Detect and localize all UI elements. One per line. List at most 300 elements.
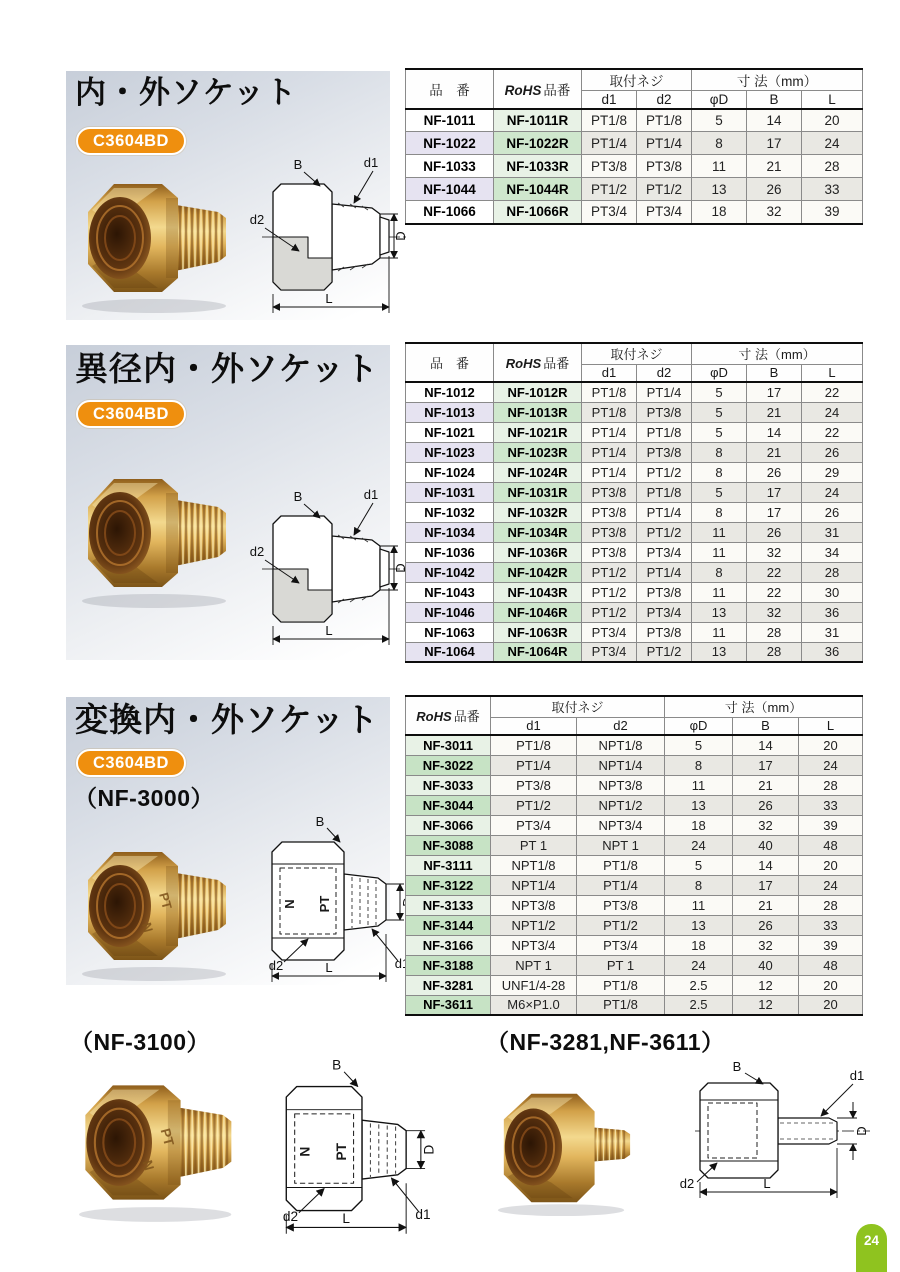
table-header <box>406 696 863 735</box>
table-cell: PT1/8 <box>637 482 692 502</box>
table-cell: 5 <box>692 382 747 402</box>
table-cell: PT3/4 <box>637 542 692 562</box>
col-header-mount-thread: 取付ネジ <box>491 696 665 717</box>
table-cell: 5 <box>665 855 733 875</box>
product-photo-socket-4 <box>62 1060 242 1224</box>
table-cell: PT 1 <box>577 955 665 975</box>
col-header-dimensions: 寸 法（mm） <box>692 69 863 91</box>
section-title-2: 異径内・外ソケット <box>75 350 380 387</box>
table-cell: NF-1044R <box>494 178 582 201</box>
table-cell: NF-1046R <box>494 602 582 622</box>
table-row <box>406 875 863 895</box>
table-cell: 24 <box>802 132 863 155</box>
table-cell: NF-1042R <box>494 562 582 582</box>
table-cell: 28 <box>747 642 802 662</box>
table-cell: 22 <box>747 562 802 582</box>
table-cell: NF-1021R <box>494 422 582 442</box>
section-title-1: 内・外ソケット <box>75 75 298 110</box>
table-cell: NF-1066R <box>494 201 582 224</box>
table-cell: 5 <box>692 109 747 132</box>
table-cell: NF-1046 <box>406 602 494 622</box>
table-cell: 36 <box>802 602 863 622</box>
table-row <box>406 895 863 915</box>
table-cell: 33 <box>799 915 863 935</box>
table-cell: M6×P1.0 <box>491 995 577 1015</box>
table-cell: PT1/2 <box>582 562 637 582</box>
dimension-diagram-3 <box>230 812 420 987</box>
table-cell: 8 <box>665 755 733 775</box>
table-cell: NF-1024R <box>494 462 582 482</box>
table-cell: 28 <box>799 895 863 915</box>
table-row <box>406 995 863 1015</box>
table-cell: PT3/8 <box>582 482 637 502</box>
table-cell: 14 <box>733 855 799 875</box>
table-cell: NF-3133 <box>406 895 491 915</box>
table-cell: 17 <box>733 875 799 895</box>
col-header-d2: d2 <box>577 717 665 735</box>
table-cell: 8 <box>692 462 747 482</box>
table-cell: PT3/8 <box>637 582 692 602</box>
table-cell: NF-1032 <box>406 502 494 522</box>
table-row <box>406 562 863 582</box>
rohs-suffix: 品番 <box>543 356 570 371</box>
table-row <box>406 442 863 462</box>
table-row <box>406 855 863 875</box>
table-cell: 28 <box>747 622 802 642</box>
table-cell: NPT1/4 <box>491 875 577 895</box>
table-cell: PT1/2 <box>582 178 637 201</box>
table-cell: 39 <box>799 935 863 955</box>
rohs-suffix: 品番 <box>453 709 480 724</box>
table-cell: NF-1066 <box>406 201 494 224</box>
table-cell: 32 <box>733 815 799 835</box>
table-cell: 12 <box>733 995 799 1015</box>
table-cell: 32 <box>733 935 799 955</box>
table-cell: PT1/8 <box>582 109 637 132</box>
table-cell: PT1/4 <box>582 132 637 155</box>
table-cell: NF-1012 <box>406 382 494 402</box>
table-cell: 33 <box>799 795 863 815</box>
table-row <box>406 735 863 755</box>
table-row <box>406 975 863 995</box>
table-cell: 14 <box>733 735 799 755</box>
table-cell: PT3/4 <box>637 602 692 622</box>
table-cell: 11 <box>692 522 747 542</box>
table-cell: PT 1 <box>491 835 577 855</box>
material-badge-label: C3604BD <box>76 400 186 428</box>
table-cell: PT3/8 <box>637 442 692 462</box>
table-cell: NPT3/8 <box>491 895 577 915</box>
table-cell: NF-3281 <box>406 975 491 995</box>
table-cell: PT1/2 <box>577 915 665 935</box>
table-cell: NF-3111 <box>406 855 491 875</box>
material-badge-1 <box>76 127 186 155</box>
table-row <box>406 502 863 522</box>
table-cell: 17 <box>733 755 799 775</box>
products-table-1 <box>405 68 863 225</box>
table-cell: 11 <box>665 895 733 915</box>
material-badge-label: C3604BD <box>76 127 186 155</box>
table-cell: NF-1063R <box>494 622 582 642</box>
table-cell: NF-1013R <box>494 402 582 422</box>
table-cell: NF-1011R <box>494 109 582 132</box>
dimension-diagram-1 <box>228 154 413 322</box>
table-cell: 13 <box>692 642 747 662</box>
table-cell: NF-1031 <box>406 482 494 502</box>
table-cell: NF-3188 <box>406 955 491 975</box>
table-row <box>406 795 863 815</box>
table-cell: 24 <box>799 755 863 775</box>
variant-label-nf3281-nf3611: （NF-3281,NF-3611） <box>486 1029 725 1055</box>
table-cell: 18 <box>665 815 733 835</box>
table-cell: 33 <box>802 178 863 201</box>
table-cell: 22 <box>802 382 863 402</box>
col-header-L: L <box>802 91 863 109</box>
table-cell: PT3/8 <box>637 622 692 642</box>
table-cell: PT1/8 <box>637 422 692 442</box>
table-cell: PT1/8 <box>577 975 665 995</box>
table-header <box>406 343 863 382</box>
col-header-d1: d1 <box>491 717 577 735</box>
table-cell: 24 <box>665 835 733 855</box>
table-cell: NF-1034R <box>494 522 582 542</box>
col-header-d2: d2 <box>637 364 692 382</box>
col-header-hinban: 品 番 <box>406 69 494 109</box>
table-cell: PT1/8 <box>582 402 637 422</box>
table-cell: 21 <box>733 775 799 795</box>
table-cell: 48 <box>799 955 863 975</box>
rohs-word: RoHS <box>416 709 452 724</box>
table-cell: NF-1042 <box>406 562 494 582</box>
table-cell: 17 <box>747 382 802 402</box>
table-cell: NF-3066 <box>406 815 491 835</box>
table-cell: PT3/8 <box>637 402 692 422</box>
table-cell: NPT3/4 <box>577 815 665 835</box>
table-cell: NF-1011 <box>406 109 494 132</box>
table-cell: PT1/8 <box>577 855 665 875</box>
table-cell: NPT1/8 <box>577 735 665 755</box>
table-cell: PT1/2 <box>637 462 692 482</box>
table-cell: PT1/2 <box>582 582 637 602</box>
table-cell: 26 <box>747 178 802 201</box>
dimension-diagram-4 <box>242 1055 442 1239</box>
table-cell: PT1/8 <box>577 995 665 1015</box>
table-cell: NF-1022R <box>494 132 582 155</box>
table-header <box>406 69 863 109</box>
table-cell: 22 <box>747 582 802 602</box>
table-cell: NPT 1 <box>577 835 665 855</box>
table-cell: 13 <box>665 915 733 935</box>
table-cell: PT1/2 <box>637 642 692 662</box>
table-cell: 40 <box>733 835 799 855</box>
dimension-diagram-5 <box>645 1058 880 1203</box>
table-cell: 31 <box>802 622 863 642</box>
table-cell: 20 <box>799 975 863 995</box>
material-badge-2 <box>76 400 186 428</box>
table-cell: PT1/2 <box>637 178 692 201</box>
col-header-d1: d1 <box>582 91 637 109</box>
table-cell: NPT1/4 <box>577 755 665 775</box>
table-cell: NF-1022 <box>406 132 494 155</box>
table-cell: 5 <box>692 422 747 442</box>
col-header-dimensions: 寸 法（mm） <box>692 343 863 364</box>
section-title-3: 変換内・外ソケット <box>75 701 380 738</box>
table-cell: PT1/2 <box>582 602 637 622</box>
table-cell: 48 <box>799 835 863 855</box>
col-header-mount-thread: 取付ネジ <box>582 69 692 91</box>
table-cell: NF-3166 <box>406 935 491 955</box>
table-cell: 14 <box>747 109 802 132</box>
table-cell: 5 <box>692 482 747 502</box>
table-cell: PT1/2 <box>637 522 692 542</box>
table-cell: 26 <box>802 442 863 462</box>
table-cell: NF-3022 <box>406 755 491 775</box>
table-cell: 30 <box>802 582 863 602</box>
table-row <box>406 622 863 642</box>
table-cell: PT3/4 <box>582 622 637 642</box>
table-row <box>406 522 863 542</box>
material-badge-label: C3604BD <box>76 749 186 777</box>
table-cell: 11 <box>692 542 747 562</box>
table-cell: 18 <box>692 201 747 224</box>
table-cell: NF-1024 <box>406 462 494 482</box>
product-photo-socket-1 <box>66 160 236 315</box>
material-badge-3 <box>76 749 186 777</box>
col-header-phiD: φD <box>665 717 733 735</box>
col-header-B: B <box>747 91 802 109</box>
table-cell: 26 <box>802 502 863 522</box>
table-cell: 28 <box>799 775 863 795</box>
table-cell: 8 <box>692 132 747 155</box>
table-cell: 20 <box>799 735 863 755</box>
table-cell: PT1/4 <box>491 755 577 775</box>
table-cell: PT1/8 <box>637 109 692 132</box>
table-cell: 11 <box>692 622 747 642</box>
table-row <box>406 915 863 935</box>
table-cell: NPT3/8 <box>577 775 665 795</box>
table-cell: PT3/4 <box>577 935 665 955</box>
table-cell: 12 <box>733 975 799 995</box>
page-number: 24 <box>863 1233 880 1248</box>
table-cell: 17 <box>747 502 802 522</box>
table-cell: 13 <box>692 602 747 622</box>
table-cell: PT3/8 <box>582 522 637 542</box>
table-cell: NF-1043R <box>494 582 582 602</box>
table-cell: PT3/8 <box>582 502 637 522</box>
table-cell: NF-3122 <box>406 875 491 895</box>
table-body <box>406 382 863 662</box>
table-row <box>406 775 863 795</box>
table-cell: PT3/8 <box>577 895 665 915</box>
table-cell: NF-3611 <box>406 995 491 1015</box>
table-cell: NF-1032R <box>494 502 582 522</box>
table-cell: PT1/4 <box>582 462 637 482</box>
col-header-hinban: 品 番 <box>406 343 494 382</box>
table-cell: 26 <box>733 795 799 815</box>
table-cell: PT1/4 <box>637 132 692 155</box>
table-cell: PT1/4 <box>637 382 692 402</box>
col-header-B: B <box>747 364 802 382</box>
table-cell: 28 <box>802 155 863 178</box>
col-header-L: L <box>802 364 863 382</box>
table-cell: 17 <box>747 482 802 502</box>
table-cell: 21 <box>747 442 802 462</box>
table-cell: NF-3044 <box>406 795 491 815</box>
table-cell: 26 <box>733 915 799 935</box>
product-photo-socket-5 <box>480 1072 648 1220</box>
table-cell: 2.5 <box>665 975 733 995</box>
col-header-phiD: φD <box>692 91 747 109</box>
table-cell: NF-3088 <box>406 835 491 855</box>
table-cell: NF-1021 <box>406 422 494 442</box>
table-row <box>406 815 863 835</box>
table-row <box>406 935 863 955</box>
products-table-2 <box>405 342 863 663</box>
table-cell: 20 <box>802 109 863 132</box>
table-cell: NF-1013 <box>406 402 494 422</box>
variant-label-nf3100: （NF-3100） <box>70 1029 210 1055</box>
table-cell: 36 <box>802 642 863 662</box>
table-cell: 24 <box>665 955 733 975</box>
table-cell: NF-3033 <box>406 775 491 795</box>
table-cell: 24 <box>802 402 863 422</box>
table-cell: 2.5 <box>665 995 733 1015</box>
table-cell: PT1/8 <box>582 382 637 402</box>
table-cell: NPT1/2 <box>491 915 577 935</box>
table-cell: 24 <box>799 875 863 895</box>
table-row <box>406 132 863 155</box>
variant-label-nf3000: （NF-3000） <box>74 785 214 811</box>
table-cell: NPT3/4 <box>491 935 577 955</box>
table-cell: NF-1034 <box>406 522 494 542</box>
table-cell: PT1/4 <box>637 502 692 522</box>
table-cell: NF-1033R <box>494 155 582 178</box>
table-cell: 34 <box>802 542 863 562</box>
table-cell: PT3/8 <box>491 775 577 795</box>
table-cell: 32 <box>747 602 802 622</box>
products-table-3 <box>405 695 863 1016</box>
page-number-tab <box>856 1224 887 1272</box>
table-row <box>406 109 863 132</box>
table-row <box>406 642 863 662</box>
table-row <box>406 542 863 562</box>
table-row <box>406 178 863 201</box>
table-cell: NF-1064R <box>494 642 582 662</box>
col-header-mount-thread: 取付ネジ <box>582 343 692 364</box>
table-cell: NPT 1 <box>491 955 577 975</box>
table-cell: 20 <box>799 855 863 875</box>
table-cell: PT3/4 <box>582 201 637 224</box>
table-cell: PT3/4 <box>582 642 637 662</box>
table-row <box>406 462 863 482</box>
product-photo-socket-3 <box>66 828 236 983</box>
table-row <box>406 382 863 402</box>
table-row <box>406 835 863 855</box>
table-cell: 29 <box>802 462 863 482</box>
table-row <box>406 582 863 602</box>
table-cell: NF-1036R <box>494 542 582 562</box>
table-cell: 13 <box>665 795 733 815</box>
table-cell: 8 <box>692 502 747 522</box>
table-row <box>406 482 863 502</box>
table-row <box>406 755 863 775</box>
table-cell: 21 <box>747 155 802 178</box>
table-cell: NF-1043 <box>406 582 494 602</box>
table-cell: 21 <box>733 895 799 915</box>
table-cell: 8 <box>692 442 747 462</box>
table-cell: PT1/4 <box>637 562 692 582</box>
table-row <box>406 155 863 178</box>
table-cell: 32 <box>747 201 802 224</box>
table-cell: NPT1/8 <box>491 855 577 875</box>
table-cell: 28 <box>802 562 863 582</box>
table-cell: 8 <box>692 562 747 582</box>
table-row <box>406 201 863 224</box>
table-row <box>406 402 863 422</box>
table-cell: 11 <box>665 775 733 795</box>
table-cell: 11 <box>692 582 747 602</box>
rohs-suffix: 品番 <box>543 82 571 98</box>
table-cell: UNF1/4-28 <box>491 975 577 995</box>
table-cell: PT3/4 <box>491 815 577 835</box>
table-cell: 11 <box>692 155 747 178</box>
col-header-dimensions: 寸 法（mm） <box>665 696 863 717</box>
table-cell: 18 <box>665 935 733 955</box>
table-cell: 5 <box>665 735 733 755</box>
table-cell: PT3/8 <box>637 155 692 178</box>
table-row <box>406 955 863 975</box>
table-cell: PT1/2 <box>491 795 577 815</box>
col-header-rohs <box>494 343 582 382</box>
table-cell: PT1/4 <box>577 875 665 895</box>
rohs-word: RoHS <box>505 356 542 371</box>
table-cell: 20 <box>799 995 863 1015</box>
table-cell: NPT1/2 <box>577 795 665 815</box>
table-row <box>406 422 863 442</box>
table-cell: 39 <box>799 815 863 835</box>
table-cell: NF-1023 <box>406 442 494 462</box>
col-header-L: L <box>799 717 863 735</box>
table-cell: NF-1031R <box>494 482 582 502</box>
dimension-diagram-2 <box>228 486 413 654</box>
col-header-d2: d2 <box>637 91 692 109</box>
table-cell: PT3/4 <box>637 201 692 224</box>
col-header-rohs <box>406 696 491 735</box>
table-body <box>406 109 863 224</box>
col-header-rohs <box>494 69 582 109</box>
table-cell: PT1/8 <box>491 735 577 755</box>
rohs-word: RoHS <box>504 82 542 98</box>
table-cell: NF-1012R <box>494 382 582 402</box>
table-cell: 24 <box>802 482 863 502</box>
table-cell: 22 <box>802 422 863 442</box>
table-cell: 13 <box>692 178 747 201</box>
table-cell: NF-1064 <box>406 642 494 662</box>
col-header-d1: d1 <box>582 364 637 382</box>
table-cell: 40 <box>733 955 799 975</box>
col-header-phiD: φD <box>692 364 747 382</box>
table-cell: NF-1063 <box>406 622 494 642</box>
table-cell: PT1/4 <box>582 422 637 442</box>
table-cell: NF-3144 <box>406 915 491 935</box>
table-cell: 8 <box>665 875 733 895</box>
table-cell: 14 <box>747 422 802 442</box>
table-cell: PT3/8 <box>582 155 637 178</box>
table-cell: NF-1036 <box>406 542 494 562</box>
table-cell: PT3/8 <box>582 542 637 562</box>
table-cell: 39 <box>802 201 863 224</box>
table-cell: 32 <box>747 542 802 562</box>
